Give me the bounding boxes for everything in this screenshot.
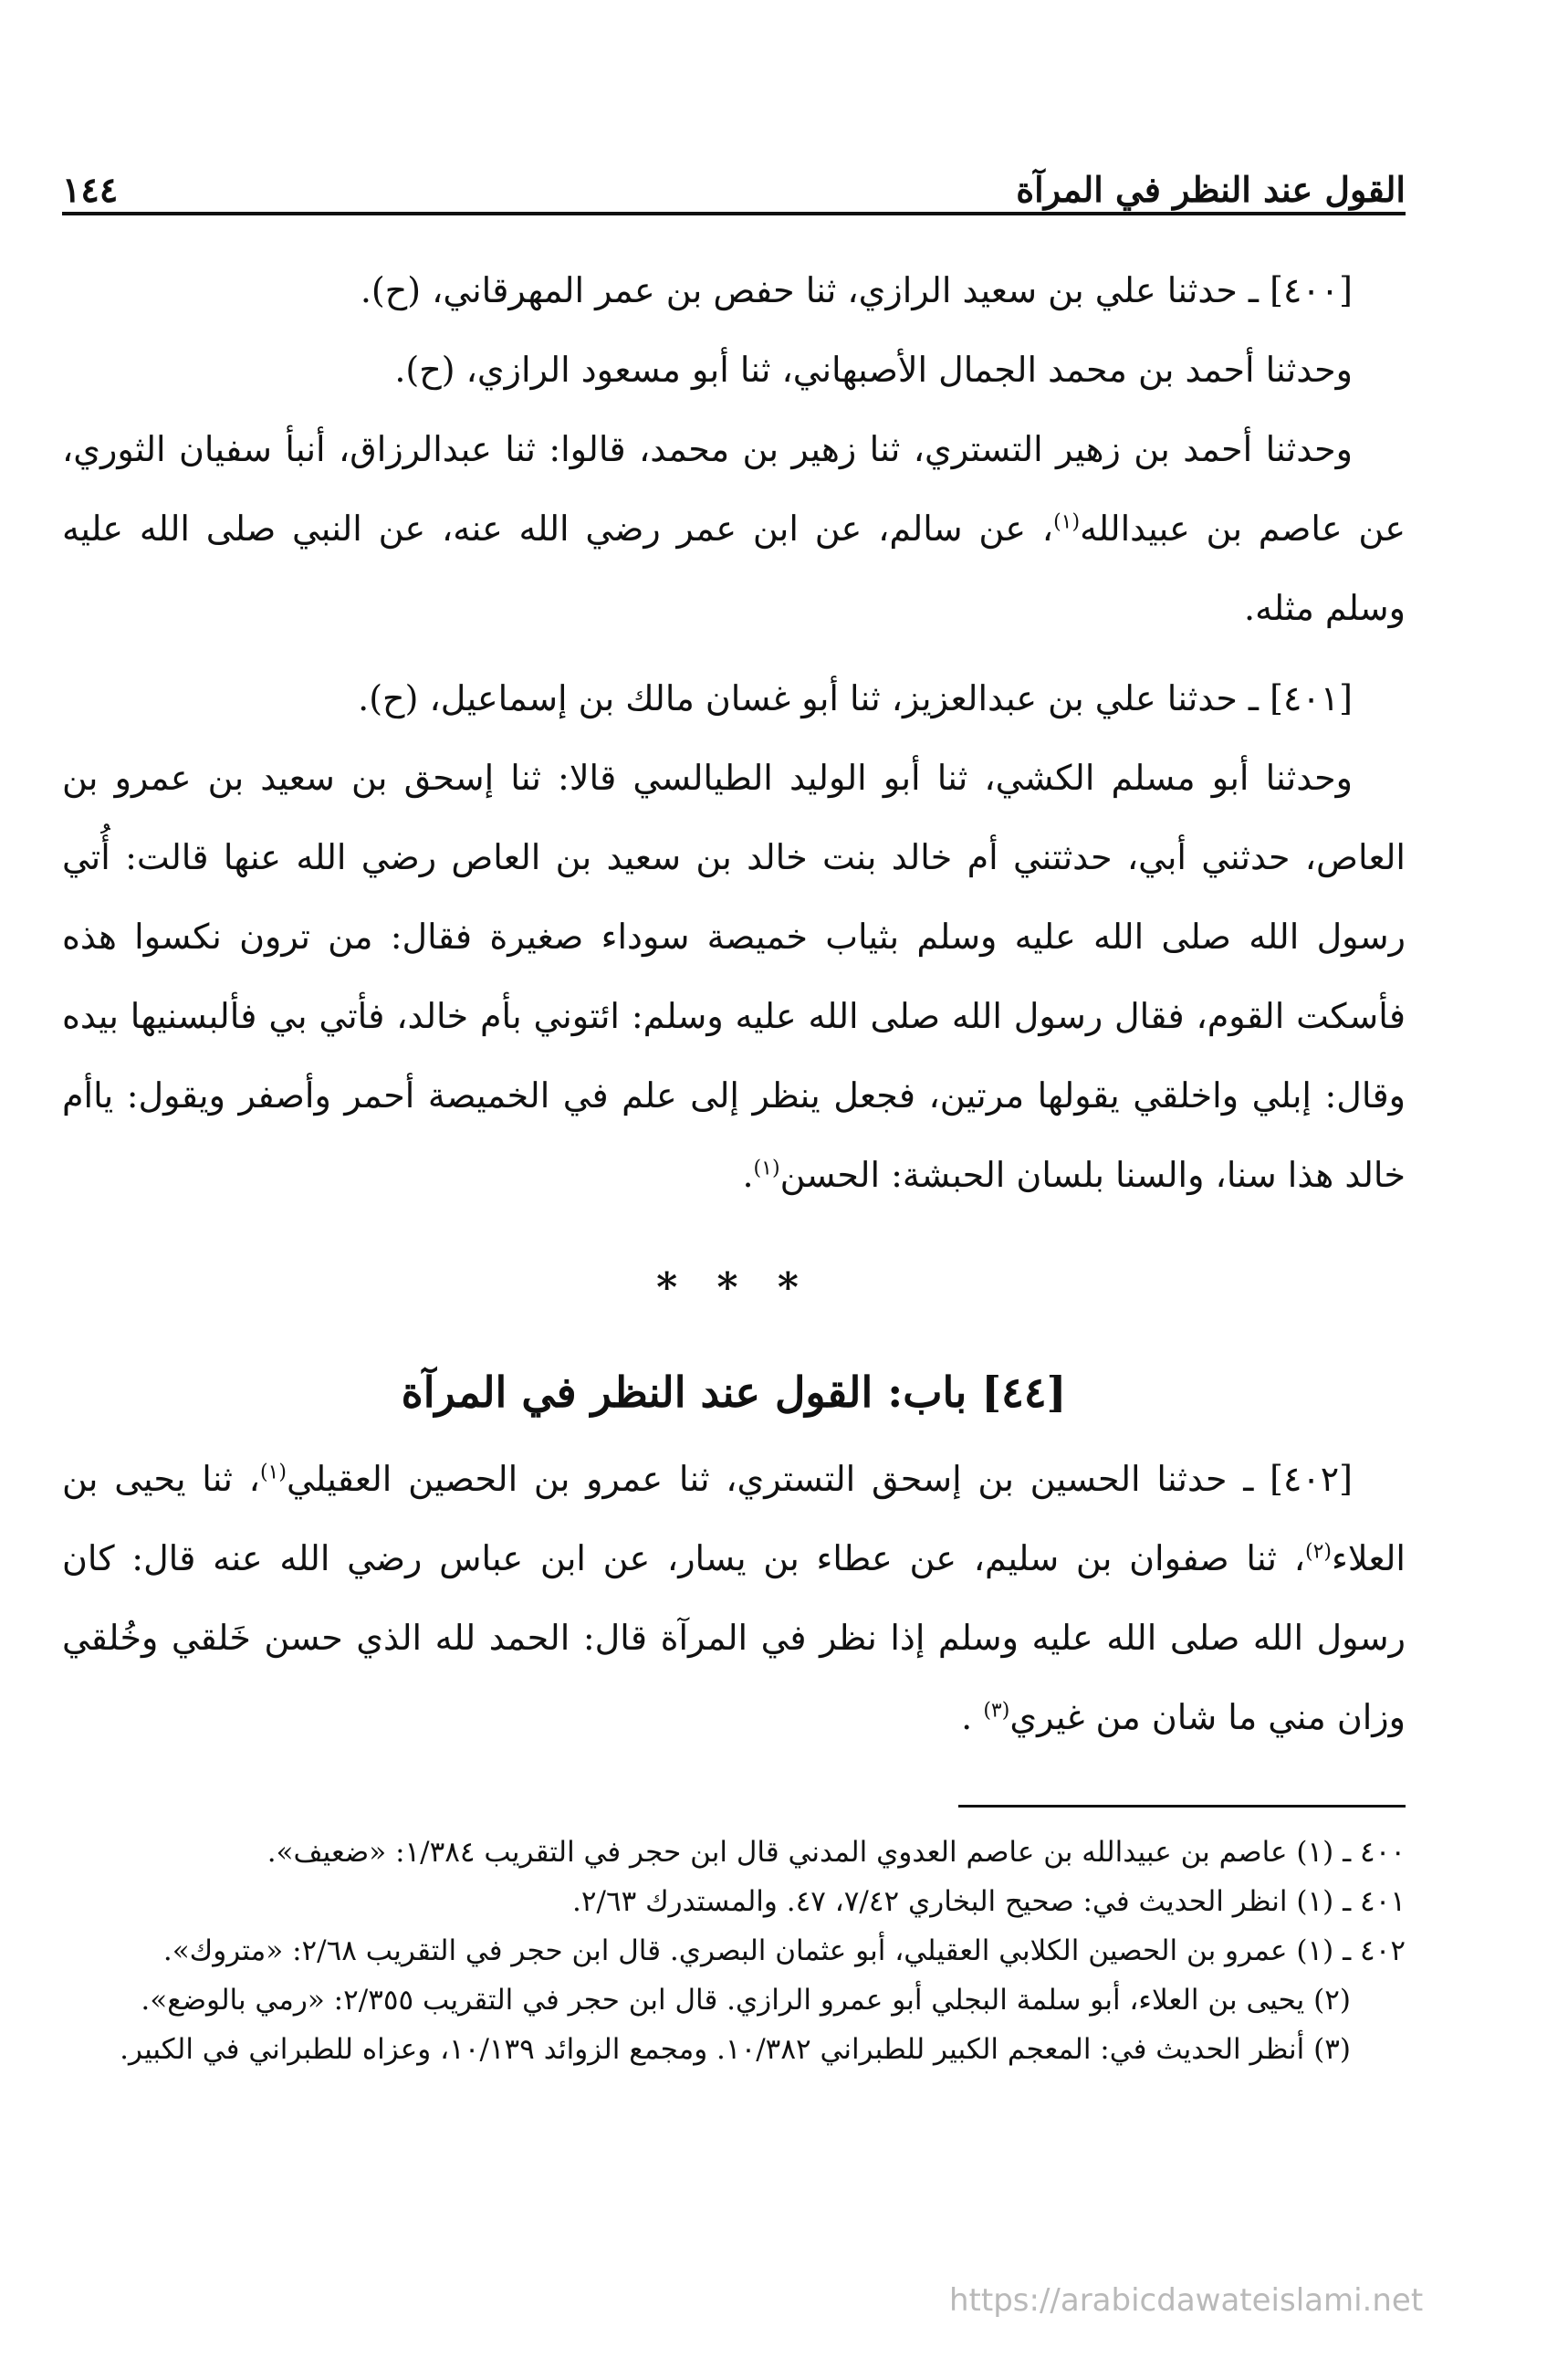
- footnote-401-1: ٤٠١ ـ (١) انظر الحديث في: صحيح البخاري ٧/٤٢، ٤٧. والمستدرك ٢/٦٣.: [572, 1885, 1406, 1918]
- main-text: [62, 251, 1406, 1757]
- footnote-ref: (١): [259, 1461, 287, 1484]
- page-header: [62, 146, 1406, 210]
- hadith-402-text-2: ، ثنا يحيى بن العلاء: [62, 1459, 1406, 1578]
- page-number: ١٤٤: [62, 169, 119, 210]
- footnote-402-3: (٣) أنظر الحديث في: المعجم الكبير للطبراني ١٠/٣٨٢. ومجمع الزوائد ١٠/١٣٩، وعزاه للطبراني في الكبير.: [120, 2033, 1351, 2066]
- hadith-401-paragraph: [62, 739, 1406, 1215]
- footnote-rule: [958, 1805, 1406, 1808]
- section-separator: * * *: [656, 1264, 811, 1311]
- footnote-402-2: (٢) يحيى بن العلاء، أبو سلمة البجلي أبو عمرو الرازي. قال ابن حجر في التقريب ٢/٣٥٥: «رمي بالوضع».: [141, 1984, 1351, 2017]
- chapter-heading: [٤٤] باب: القول عند النظر في المرآة: [401, 1368, 1067, 1417]
- footnote-ref: (٢): [1304, 1540, 1332, 1564]
- watermark-url: https://arabicdawateislami.net: [949, 2282, 1424, 2319]
- footnote-402-1: ٤٠٢ ـ (١) عمرو بن الحصين الكلابي العقيلي، أبو عثمان البصري. قال ابن حجر في التقريب ٢/٦٨: «متروك».: [162, 1934, 1406, 1967]
- hadith-401-line-1: [٤٠١] ـ حدثنا علي بن عبدالعزيز، ثنا أبو غسان مالك بن إسماعيل، (ح).: [358, 678, 1353, 718]
- hadith-401-text: وحدثنا أبو مسلم الكشي، ثنا أبو الوليد الطيالسي قالا: ثنا إسحق بن سعيد بن عمرو بن العاص، حدثني أبي، حدثتني أم خالد بنت خالد بن سعيد بن العاص رضي الله عنها قالت: أُتي رسول الله صلى الله عليه وسلم بثياب خميصة سوداء صغيرة فقال: من ترون نكسوا هذه فأسكت القوم، فقال رسول الله صلى الله عليه وسلم: ائتوني بأم خالد، فأتي بي فألبسنيها بيده وقال: إبلي واخلقي يقولها مرتين، فجعل ينظر إلى علم في الخميصة أحمر وأصفر ويقول: ياأم خالد هذا سنا، والسنا بلسان الحبشة: الحسن: [62, 758, 1406, 1195]
- hadith-400-text-end: ، عن سالم، عن ابن عمر رضي الله عنه، عن النبي صلى الله عليه وسلم مثله.: [62, 508, 1406, 628]
- hadith-400-paragraph: [62, 410, 1406, 648]
- hadith-400-line-2: وحدثنا أحمد بن محمد الجمال الأصبهاني، ثنا أبو مسعود الرازي، (ح).: [394, 350, 1353, 390]
- footnote-400-1: ٤٠٠ ـ (١) عاصم بن عبيدالله بن عاصم العدوي المدني قال ابن حجر في التقريب ١/٣٨٤: «ضعيف».: [267, 1836, 1406, 1869]
- footnote-ref: (١): [1053, 510, 1081, 534]
- hadith-402-paragraph: [62, 1440, 1406, 1757]
- hadith-400-line-1: [٤٠٠] ـ حدثنا علي بن سعيد الرازي، ثنا حفص بن عمر المهرقاني، (ح).: [360, 270, 1353, 310]
- hadith-402-text-1: [٤٠٢] ـ حدثنا الحسين بن إسحق التستري، ثنا عمرو بن الحصين العقيلي: [286, 1459, 1353, 1499]
- header-rule: [62, 212, 1406, 215]
- hadith-400-text: وحدثنا أحمد بن زهير التستري، ثنا زهير بن محمد، قالوا: ثنا عبدالرزاق، أنبأ سفيان الثوري، عن عاصم بن عبيدالله: [62, 429, 1406, 549]
- footnote-ref: (٣): [983, 1699, 1010, 1723]
- running-title: القول عند النظر في المرآة: [1016, 169, 1406, 210]
- hadith-402-text-4: .: [961, 1697, 984, 1737]
- hadith-401-text-end: .: [742, 1155, 754, 1195]
- footnotes: [62, 1828, 1406, 2074]
- footnote-ref: (١): [753, 1157, 780, 1180]
- hadith-402-text-3: ، ثنا صفوان بن سليم، عن عطاء بن يسار، عن ابن عباس رضي الله عنه قال: كان رسول الله صلى الله عليه وسلم إذا نظر في المرآة قال: الحمد لله الذي حسن خَلقي وخُلقي وزان مني ما شان من غيري: [62, 1538, 1406, 1737]
